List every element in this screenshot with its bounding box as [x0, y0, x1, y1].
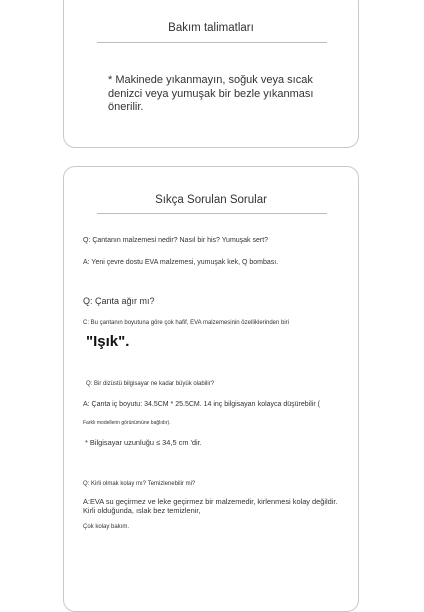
faq-answer-weight: C: Bu çantanın boyutuna göre çok hafif, EVA malzemesinin özelliklerinden biri	[83, 320, 290, 326]
faq-question-material: Q: Çantanın malzemesi nedir? Nasıl bir his? Yumuşak sert?	[83, 237, 269, 244]
faq-answer-laptop: A: Çanta iç boyutu: 34.5CM * 25.5CM. 14 inç bilgisayarı kolayca düşürebilir (	[83, 401, 320, 408]
care-instructions-card	[63, 0, 359, 148]
faq-divider	[97, 213, 327, 214]
faq-answer-cleaning-note: Çok kolay bakım.	[83, 524, 130, 530]
faq-card	[63, 166, 359, 612]
faq-question-weight: Q: Çanta ağır mı?	[83, 296, 155, 306]
care-divider	[97, 42, 327, 43]
faq-title: Sıkça Sorulan Sorular	[155, 194, 267, 206]
faq-question-cleaning: Q: Kirli olmak kolay mı? Temizlenebilir mi?	[83, 481, 196, 487]
faq-answer-material: A: Yeni çevre dostu EVA malzemesi, yumuşak kek, Q bombası.	[83, 259, 279, 266]
faq-question-laptop: Q: Bir dizüstü bilgisayar ne kadar büyük olabilir?	[86, 381, 215, 387]
faq-answer-laptop-length: * Bilgisayar uzunluğu ≤ 34,5 cm 'dir.	[85, 438, 202, 447]
care-title: Bakım talimatları	[168, 22, 254, 34]
faq-answer-laptop-note: Farklı modellerin görünümüne bağlıdır).	[83, 420, 171, 426]
faq-answer-cleaning: A:EVA su geçirmez ve leke geçirmez bir malzemedir, kirlenmesi kolay değildir. Kirli olduğunda, ıslak bez temizlenir,	[83, 497, 338, 515]
faq-answer-weight-emphasis: "Işık".	[86, 333, 130, 350]
care-text: * Makinede yıkanmayın, soğuk veya sıcak denizci veya yumuşak bir bezle yıkanması önerilir.	[108, 74, 314, 113]
